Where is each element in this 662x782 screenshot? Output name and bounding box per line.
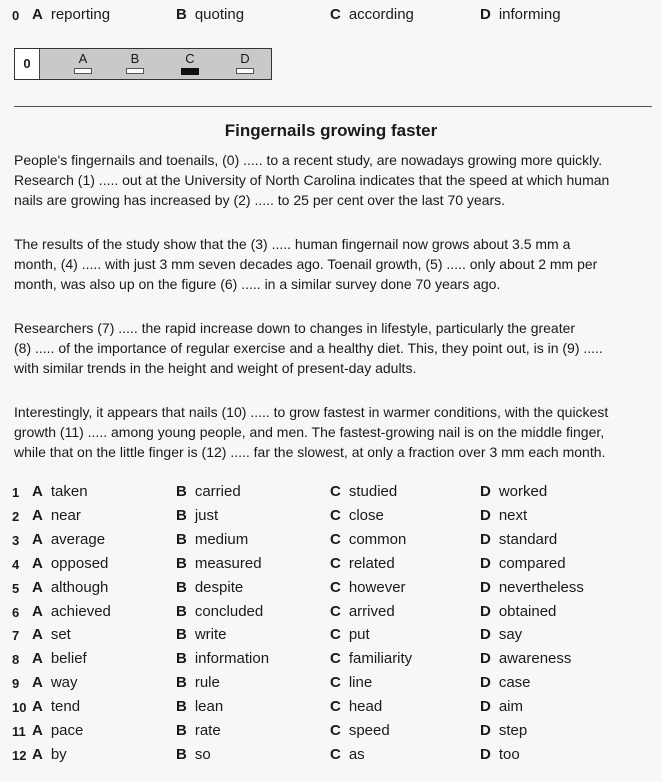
option-text: head [348,698,383,716]
option-text: reporting [50,6,111,23]
option-text: near [50,506,81,524]
option-b [176,507,218,524]
option-text: concluded [194,602,264,620]
answer-mark [236,68,254,74]
option-c [330,531,406,548]
option-b [176,483,241,500]
question-row [0,722,662,746]
option-b [176,626,227,643]
answer-option-d[interactable] [233,52,257,74]
question-number: 4 [12,556,20,572]
option-b [176,603,263,620]
option-c [330,674,372,691]
option-letter: D [480,578,491,596]
section-divider [14,106,652,107]
option-text: taken [50,483,88,500]
option-text: information [194,650,270,668]
option-a [32,698,80,715]
option-a [32,746,67,763]
option-letter: B [176,674,187,692]
option-text: achieved [50,602,111,620]
option-c [330,746,365,763]
option-a [32,722,83,739]
option-d [480,698,523,715]
option-letter: D [480,650,491,668]
answer-option-label: B [130,51,140,66]
option-letter: B [176,578,187,596]
option-a [32,603,111,620]
option-text: so [194,745,211,763]
option-text: informing [498,6,561,23]
question-number: 6 [12,604,20,620]
option-text: awareness [498,650,572,668]
option-letter: D [480,530,491,548]
question-row [0,698,662,722]
option-text: compared [498,554,566,572]
option-letter: B [176,6,187,23]
option-d [480,650,571,667]
option-text: rate [194,722,221,739]
answer-mark [126,68,144,74]
answer-option-a[interactable] [71,52,95,74]
option-a [32,531,105,548]
option-letter: B [176,745,187,763]
option-letter: C [330,626,341,644]
question-row [0,603,662,627]
option-text: by [50,745,67,763]
question-number: 3 [12,532,20,548]
question-number: 10 [12,700,27,716]
option-letter: D [480,674,491,692]
option-letter: C [330,745,341,763]
option-b [176,531,248,548]
option-letter: B [176,650,187,668]
text-line: The results of the study show that the (3) ..... human fingernail now grows about 3.5 mm a [14,236,571,252]
option-text: next [498,506,528,524]
option-a [32,674,78,691]
option-letter: B [176,554,187,572]
option-text: according [348,6,414,23]
option-d [480,674,531,691]
option-d [480,483,547,500]
option-text: arrived [348,602,395,620]
text-line: with similar trends in the height and weight of present-day adults. [14,360,417,376]
option-d [480,555,566,572]
option-text: however [348,578,406,596]
text-line: (8) ..... of the importance of regular exercise and a healthy diet. This, they point out, is in (9) ..... [14,340,603,356]
answer-mark [74,68,92,74]
option-text: obtained [498,602,557,620]
option-letter: C [330,554,341,572]
option-c [330,6,414,23]
option-letter: C [330,483,341,500]
option-text: worked [498,483,548,500]
option-text: step [498,722,528,739]
text-line: Research (1) ..... out at the University of North Carolina indicates that the speed at which human [14,172,610,188]
text-line: growth (11) ..... among young people, and men. The fastest-growing nail is on the middle finger, [14,424,605,440]
question-row [0,579,662,603]
option-text: quoting [194,6,245,23]
question-number: 5 [12,580,20,596]
text-line: month, (4) ..... with just 3 mm seven decades ago. Toenail growth, (5) ..... only about 2 mm per [14,256,598,272]
option-text: familiarity [348,650,413,668]
option-letter: A [32,698,43,716]
option-d [480,579,584,596]
text-line: People's fingernails and toenails, (0) ..... to a recent study, are nowadays growing more quickly. [14,152,603,168]
question-number: 11 [12,724,26,739]
text-line: Interestingly, it appears that nails (10) ..... to grow fastest in warmer conditions, with the quickest [14,404,609,420]
option-d [480,722,527,739]
example-question-row [0,6,662,30]
option-text: pace [50,722,84,739]
question-number: 7 [12,628,20,644]
option-letter: A [32,602,43,620]
option-text: measured [194,554,262,572]
option-c [330,650,412,667]
option-letter: D [480,6,491,23]
paragraph-2 [14,234,654,294]
question-row [0,746,662,770]
option-b [176,555,262,572]
paragraph-4 [14,402,654,462]
option-letter: A [32,650,43,668]
answer-option-label: C [185,51,195,66]
option-letter: D [480,506,491,524]
option-text: write [194,626,227,644]
option-text: just [194,506,219,524]
option-c [330,722,390,739]
option-text: average [50,530,106,548]
question-row [0,650,662,674]
option-a [32,626,71,643]
text-line: Researchers (7) ..... the rapid increase down to changes in lifestyle, particularly the greater [14,320,576,336]
page-title: Fingernails growing faster [224,121,438,140]
question-number: 9 [12,676,20,692]
option-b [176,6,244,23]
option-letter: D [480,483,491,500]
question-row [0,626,662,650]
paragraph-1 [14,150,654,210]
question-number: 12 [12,747,27,763]
question-number: 0 [12,8,20,23]
option-text: belief [50,650,87,668]
answer-option-label: A [78,51,88,66]
example-answer-box [14,48,272,80]
option-letter: A [32,530,43,548]
option-letter: D [480,554,491,572]
option-letter: A [32,626,43,644]
option-a [32,507,81,524]
option-letter: A [32,578,43,596]
option-b [176,746,211,763]
option-letter: A [32,506,43,524]
option-b [176,650,269,667]
text-line: while that on the little finger is (12) ..... far the slowest, at only a fraction over 3 mm each month. [14,444,606,460]
text-line: month, was also up on the figure (6) ..... in a similar survey done 70 years ago. [14,276,501,292]
option-c [330,579,406,596]
question-row [0,531,662,555]
question-row [0,555,662,579]
option-text: common [348,530,407,548]
option-letter: A [32,674,43,692]
option-c [330,555,395,572]
option-text: related [348,554,395,572]
option-letter: C [330,578,341,596]
option-text: close [348,506,384,524]
option-letter: B [176,626,187,644]
option-letter: C [330,674,341,692]
answer-option-b[interactable] [123,52,147,74]
option-letter: C [330,506,341,524]
option-text: put [348,626,370,644]
option-a [32,6,110,23]
option-letter: B [176,602,187,620]
option-letter: A [32,483,43,500]
option-letter: A [32,554,43,572]
text-line: nails are growing has increased by (2) ..... to 25 per cent over the last 70 years. [14,192,506,208]
option-text: rule [194,674,220,692]
option-text: aim [498,698,524,716]
option-letter: B [176,506,187,524]
option-letter: D [480,745,491,763]
option-text: nevertheless [498,578,584,596]
question-row [0,674,662,698]
option-c [330,603,395,620]
option-d [480,6,561,23]
option-d [480,507,527,524]
option-text: tend [50,698,81,716]
option-letter: C [330,698,341,716]
option-text: too [498,745,520,763]
option-letter: B [176,698,187,716]
paragraph-3 [14,318,654,378]
option-d [480,531,557,548]
option-a [32,650,87,667]
option-letter: C [330,6,341,23]
option-text: carried [194,483,241,500]
option-letter: B [176,530,187,548]
question-row [0,483,662,507]
option-text: line [348,674,373,692]
option-d [480,603,556,620]
option-b [176,674,220,691]
question-row [0,507,662,531]
option-letter: B [176,483,187,500]
option-a [32,483,88,500]
question-number: 8 [12,652,20,668]
option-text: studied [348,483,398,500]
option-c [330,507,384,524]
option-letter: C [330,722,341,739]
option-letter: A [32,6,43,23]
answer-box-number: 0 [15,49,40,79]
option-letter: A [32,745,43,763]
option-letter: B [176,722,187,739]
option-c [330,626,370,643]
option-text: case [498,674,531,692]
answer-mark-selected [181,68,199,75]
option-letter: A [32,722,43,739]
option-c [330,698,382,715]
answer-option-label: D [240,51,250,66]
option-letter: C [330,530,341,548]
answer-option-c[interactable] [178,52,202,75]
option-letter: C [330,650,341,668]
option-text: lean [194,698,224,716]
option-text: standard [498,530,558,548]
option-text: speed [348,722,390,739]
option-b [176,579,243,596]
option-letter: D [480,722,491,739]
option-text: set [50,626,71,644]
option-b [176,722,221,739]
question-number: 2 [12,508,20,524]
option-c [330,483,397,500]
option-text: say [498,626,523,644]
option-text: as [348,745,365,763]
option-a [32,579,108,596]
option-text: despite [194,578,244,596]
option-letter: D [480,602,491,620]
option-d [480,746,520,763]
option-text: medium [194,530,249,548]
option-text: opposed [50,554,109,572]
option-a [32,555,108,572]
option-b [176,698,223,715]
question-number: 1 [12,485,20,500]
option-text: although [50,578,109,596]
option-letter: D [480,626,491,644]
option-text: way [50,674,78,692]
option-letter: D [480,698,491,716]
option-d [480,626,522,643]
option-letter: C [330,602,341,620]
